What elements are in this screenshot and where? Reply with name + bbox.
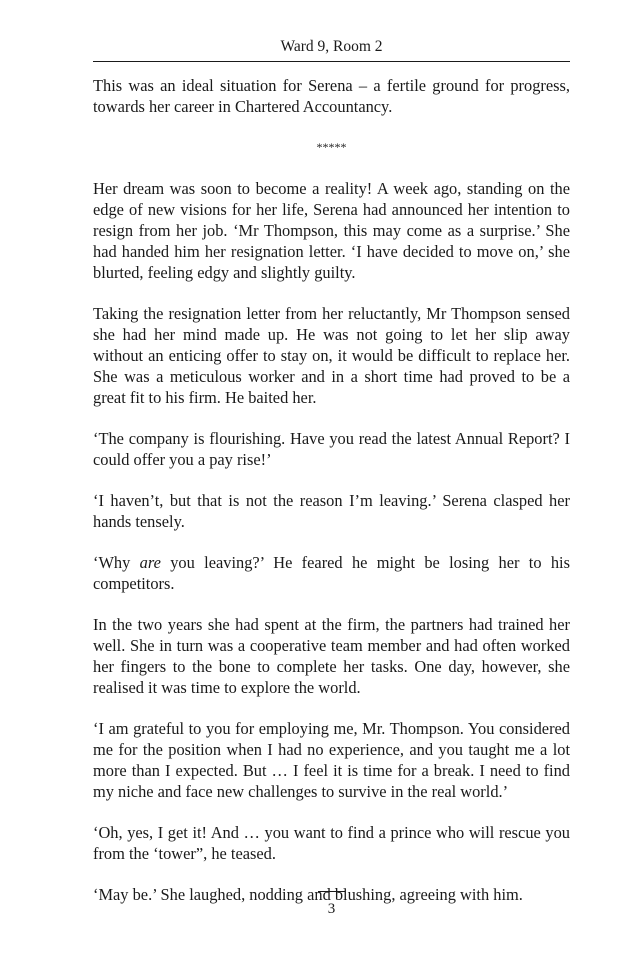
running-head-title: Ward 9, Room 2 [280,38,383,55]
page-body [93,75,570,905]
paragraph-9: ‘Oh, yes, I get it! And … you want to find a prince who will rescue you from the ‘tower”, he teased. [93,823,570,863]
paragraph-1: This was an ideal situation for Serena – a fertile ground for progress, towards her career in Chartered Accountancy. [93,76,570,116]
paragraph-6 [93,552,570,594]
paragraph-8: ‘I am grateful to you for employing me, Mr. Thompson. You considered me for the position when I had no experience, and you taught me a lot more than I expected. But … I feel it is time for a break. I need to find my niche and face new challenges to survive in the real world.’ [93,719,570,801]
paragraph-6-rest: you leaving?’ He feared he might be losing her to his competitors. [93,553,570,593]
paragraph-5: ‘I haven’t, but that is not the reason I’m leaving.’ Serena clasped her hands tensely. [93,491,570,531]
footer-rule [318,891,345,892]
paragraph-6-lead: ‘Why [93,553,140,572]
paragraph-10: ‘May be.’ She laughed, nodding and blushing, agreeing with him. [93,885,523,904]
header-rule [93,61,570,62]
paragraph-2: Her dream was soon to become a reality! A week ago, standing on the edge of new visions for her life, Serena had announced her intention to resign from her job. ‘Mr Thompson, this may come as a surprise.’ She had handed him her resignation letter. ‘I have decided to move on,’ she blurted, feeling edgy and slightly guilty. [93,179,570,282]
page-number: 3 [327,901,336,917]
paragraph-4: ‘The company is flourishing. Have you read the latest Annual Report? I could offer you a pay rise!’ [93,429,570,469]
paragraph-6-emphasis: are [139,553,161,572]
paragraph-7: In the two years she had spent at the firm, the partners had trained her well. She in turn was a cooperative team member and had often worked her fingers to the bone to complete her tasks. One day, however, she realised it was time to explore the world. [93,615,570,697]
paragraph-3: Taking the resignation letter from her reluctantly, Mr Thompson sensed she had her mind made up. He was not going to let her slip away without an enticing offer to stay on, it would be difficult to replace her. She was a meticulous worker and in a short time had proved to be a great fit to his firm. He baited her. [93,304,570,407]
scene-break: ***** [316,140,347,154]
